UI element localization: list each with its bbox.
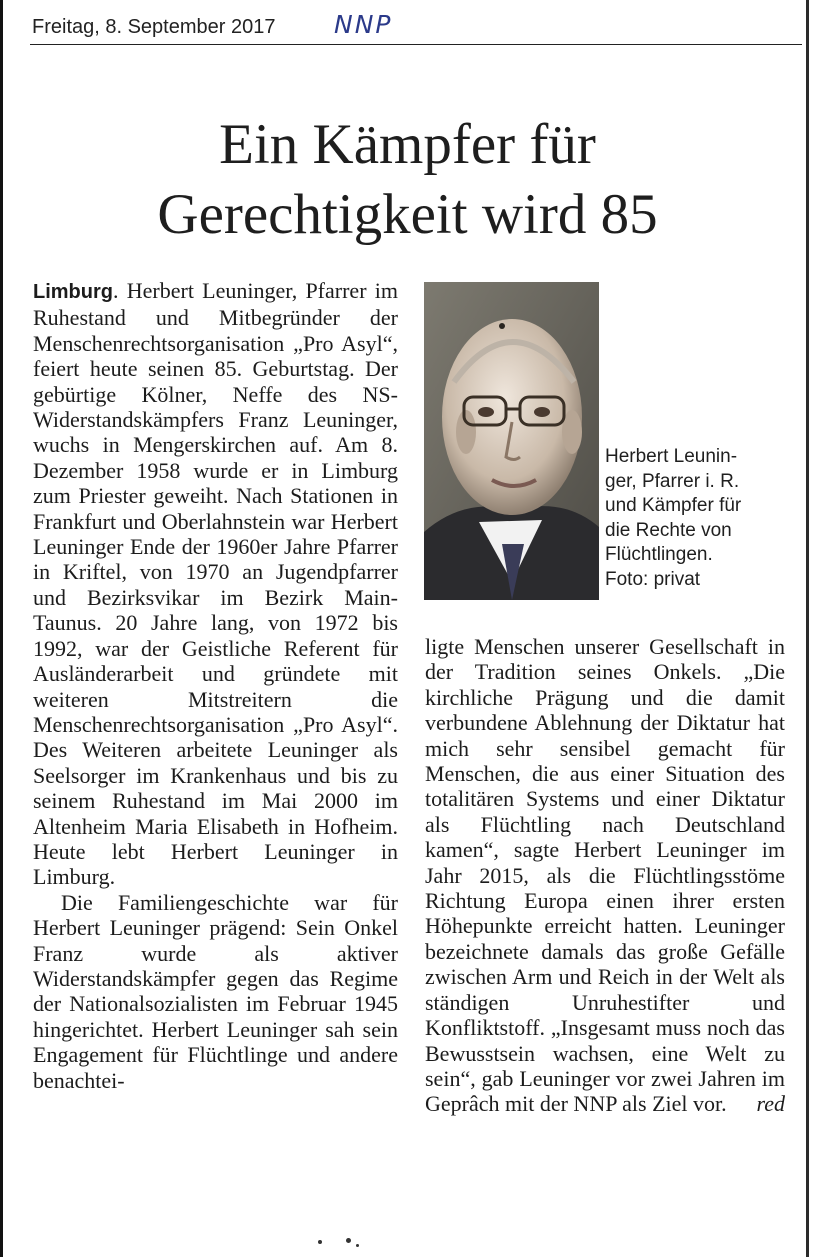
publication-date: Freitag, 8. September 2017 xyxy=(32,16,276,38)
header-divider xyxy=(30,44,802,45)
article-dateline: Limburg xyxy=(33,281,113,303)
paragraph-1-text: . Herbert Leuninger, Pfarrer im Ruhestand und Mitbegründer der Menschenrechtsorganisation „Pro Asyl“, feiert heute seinen 85. Geburtstag. Der gebürtige Kölner, Neffe des NS-Widerstandskämpfers Franz Leuninger, wuchs in Mengerskirchen auf. Am 8. Dezember 1958 wurde er in Limburg zum Priester geweiht. Nach Stationen in Frankfurt und Oberlahnstein war Herbert Leuninger Ende der 1960er Jahre Pfarrer in Kriftel, von 1970 an Jugendpfarrer und Bezirksvikar im Bezirk Main-Taunus. 20 Jahre lang, von 1972 bis 1992, war der Geistliche Referent für Ausländerarbeit und gründete mit weiteren Mitstreitern die Menschenrechtsorganisation „Pro Asyl“. Des Weiteren arbeitete Leuninger als Seelsorger im Krankenhaus und bis zu seinem Ruhestand im Mai 2000 im Altenheim Maria Elisabeth in Hofheim. Heute lebt Herbert Leuninger in Limburg. xyxy=(33,278,398,890)
caption-line-4: die Rechte von xyxy=(605,519,732,541)
paragraph-2-continued: ligte Menschen unserer Gesellschaft in der Tradition seines Onkels. „Die kirchliche Prägung und die damit verbundene Ablehnung der Diktatur hat mich sehr sensibel gemacht für Menschen, die aus einer Situation des totalitären Systems und einer Diktatur als Flüchtling nach Deutschland kamen“, sagte Herbert Leuninger im Jahr 2015, als die Flüchtlingsstöme Richtung Europa einen ihrer ersten Höhepunkte erreicht hatten. Leuninger bezeichnete damals das große Gefälle zwischen Arm und Reich in der Welt als ständigen Unruhestifter und Konfliktstoff. „Insgesamt muss noch das Bewusstsein wachsen, eine Welt zu sein“, gab Leuninger vor zwei Jahren im Geprâch mit der NNP als Ziel vor. xyxy=(425,634,785,1117)
scan-speck xyxy=(346,1238,351,1243)
scan-speck xyxy=(356,1244,359,1247)
article-column-right xyxy=(425,634,785,1117)
photo-caption xyxy=(605,445,805,593)
scan-speck xyxy=(318,1240,322,1244)
article-column-left xyxy=(33,278,398,1093)
scan-right-edge xyxy=(806,0,809,1257)
caption-photo-credit: Foto: privat xyxy=(605,568,701,590)
caption-line-3: und Kämpfer für xyxy=(605,495,742,517)
article-headline xyxy=(20,110,795,250)
portrait-photo xyxy=(424,282,599,600)
author-signature: red xyxy=(756,1091,785,1117)
handwritten-source-note: NNP xyxy=(334,10,393,39)
caption-line-2: ger, Pfarrer i. R. xyxy=(605,470,740,492)
headline-line-2: Gerechtigkeit wird 85 xyxy=(157,183,658,246)
caption-line-1: Herbert Leunin- xyxy=(605,446,738,467)
article-paragraph-2-end xyxy=(425,634,785,1117)
headline-line-1: Ein Kämpfer für xyxy=(219,113,596,176)
portrait-photo-image xyxy=(424,282,599,600)
article-paragraph-2-start: Die Familiengeschichte war für Herbert Leuninger prägend: Sein Onkel Franz wurde als aktiver Widerstandskämpfer gegen das Regime der Nationalsozialisten im Februar 1945 hingerichtet. Herbert Leuninger sah sein Engagement für Flüchtlinge und andere benachtei- xyxy=(33,889,398,1093)
scan-left-edge xyxy=(0,0,3,1257)
article-paragraph-1 xyxy=(33,278,398,890)
caption-line-5: Flüchtlingen. xyxy=(605,544,713,566)
